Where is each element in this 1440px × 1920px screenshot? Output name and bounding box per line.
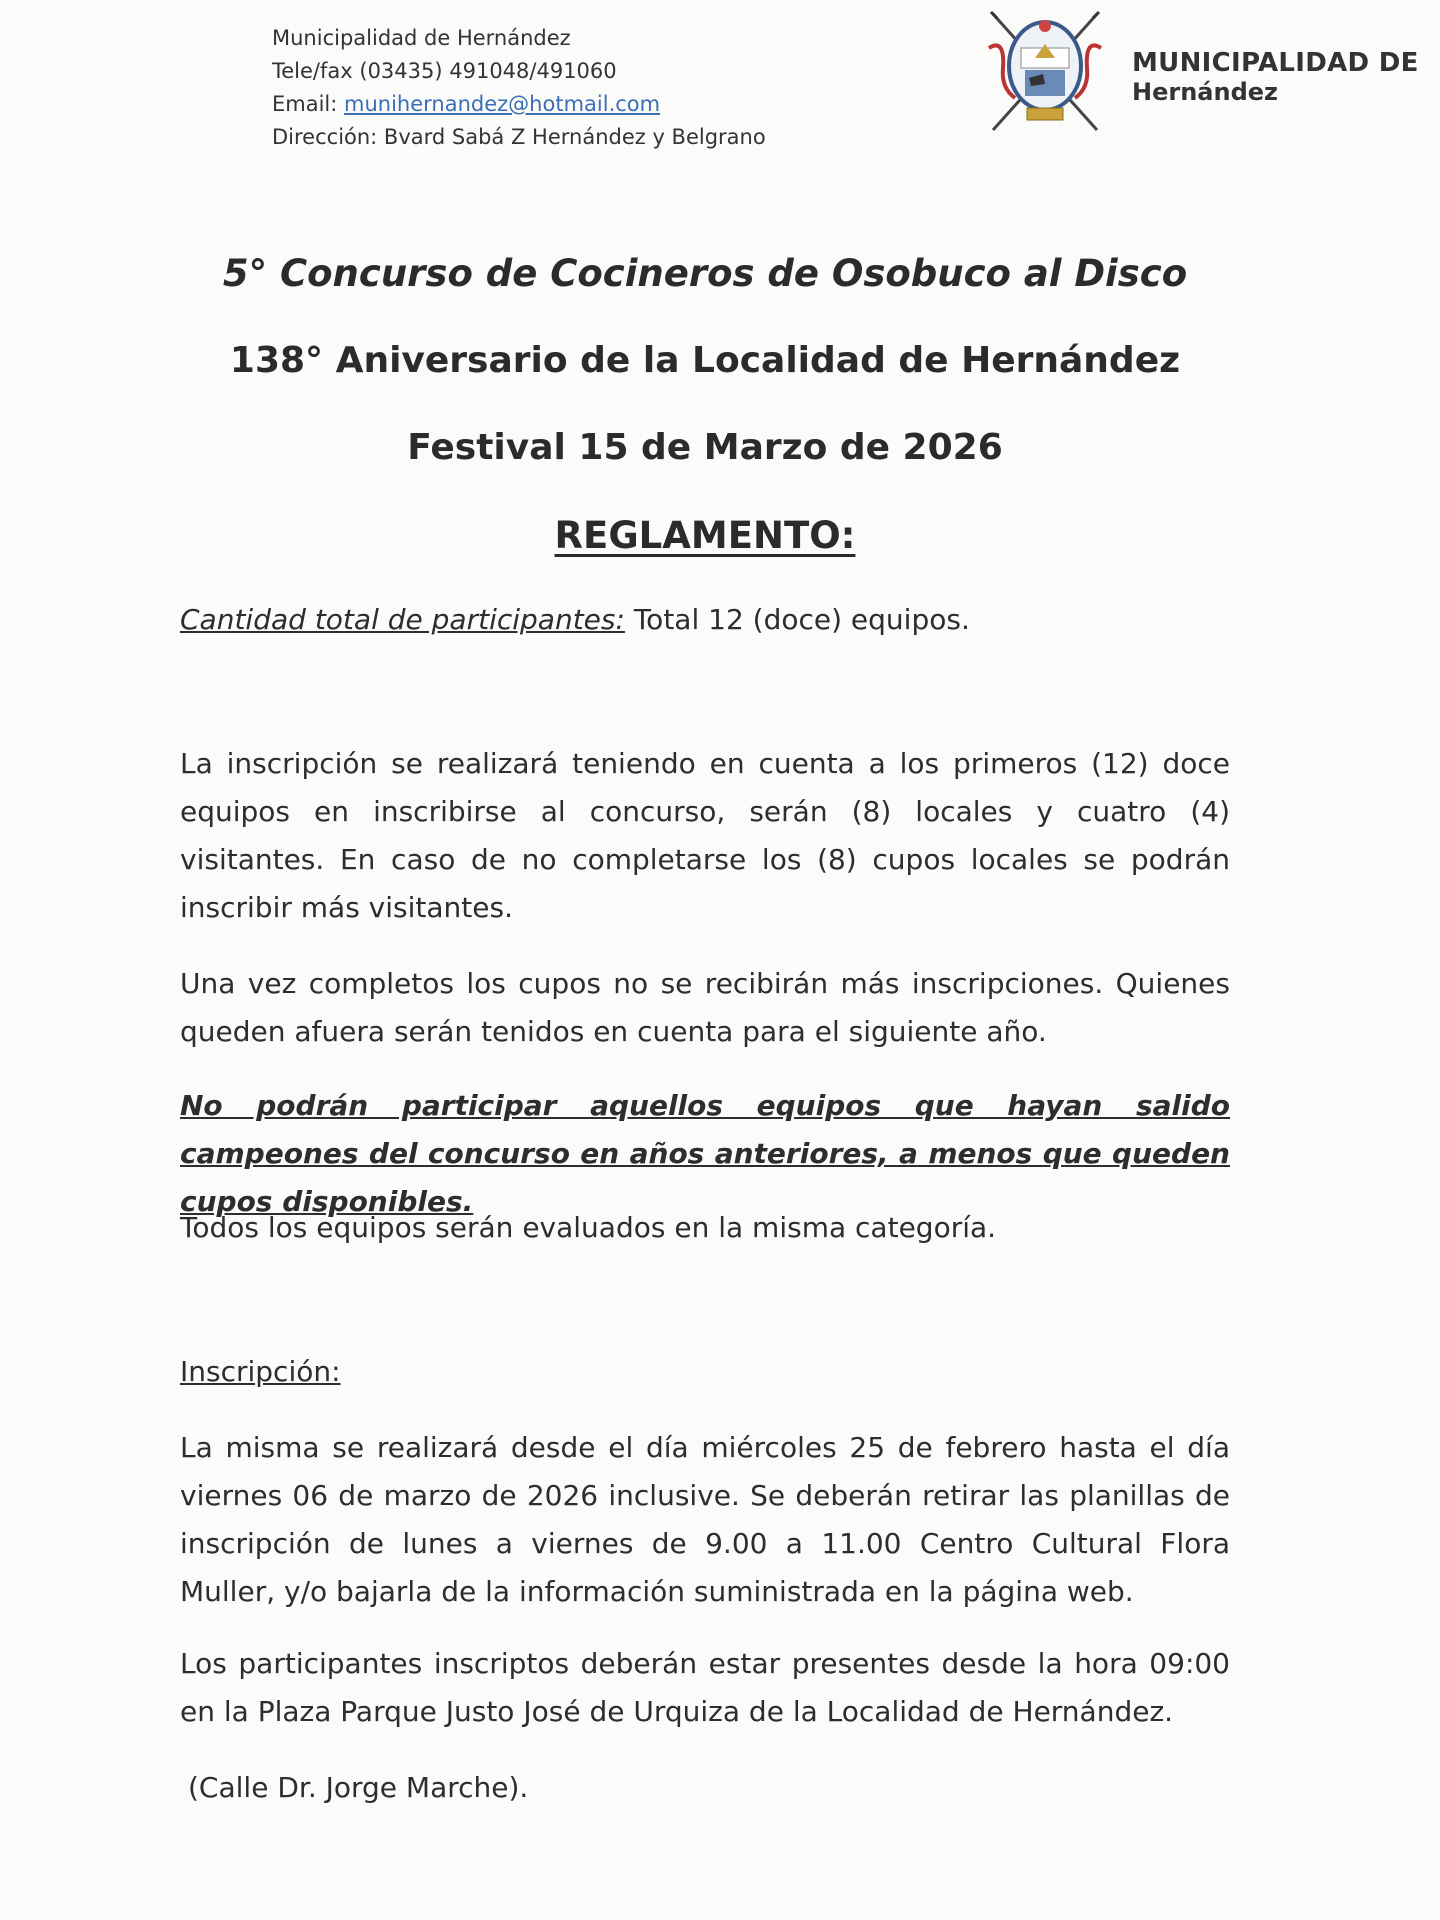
same-category-paragraph: Todos los equipos serán evaluados en la misma categoría. bbox=[180, 1211, 997, 1244]
municipality-name: Municipalidad de Hernández bbox=[272, 26, 571, 50]
champions-rule-text: No podrán participar aquellos equipos que hayan salido campeones del concurso en años anteriores, a menos que queden cupos disponibles. bbox=[180, 1089, 1230, 1218]
street-note: (Calle Dr. Jorge Marche). bbox=[188, 1771, 529, 1804]
participants-label: Cantidad total de participantes: bbox=[180, 603, 625, 636]
brand-block bbox=[1132, 48, 1419, 106]
inscription-heading bbox=[180, 1348, 1230, 1396]
anniversary-title: 138° Aniversario de la Localidad de Hernández bbox=[229, 340, 1181, 381]
address-line: Dirección: Bvard Sabá Z Hernández y Belgrano bbox=[272, 125, 766, 149]
participants-line bbox=[180, 596, 1230, 644]
contest-title: 5° Concurso de Cocineros de Osobuco al Disco bbox=[222, 252, 1188, 295]
phone-line: Tele/fax (03435) 491048/491060 bbox=[272, 59, 617, 83]
email-link[interactable]: munihernandez@hotmail.com bbox=[344, 92, 661, 116]
presence-paragraph: Los participantes inscriptos deberán estar presentes desde la hora 09:00 en la Plaza Parque Justo José de Urquiza de la Localidad de Hernández. bbox=[180, 1647, 1230, 1728]
festival-title: Festival 15 de Marzo de 2026 bbox=[407, 427, 1003, 468]
municipal-crest-icon bbox=[985, 8, 1105, 134]
inscription-heading-text: Inscripción: bbox=[180, 1355, 341, 1388]
full-quota-paragraph: Una vez completos los cupos no se recibirán más inscripciones. Quienes queden afuera serán tenidos en cuenta para el siguiente año. bbox=[180, 967, 1230, 1048]
participants-value: Total 12 (doce) equipos. bbox=[624, 603, 970, 636]
email-line bbox=[272, 88, 766, 121]
inscription-dates-paragraph: La misma se realizará desde el día miércoles 25 de febrero hasta el día viernes 06 de marzo de 2026 inclusive. Se deberán retirar las planillas de inscripción de lunes a viernes de 9.00 a 11.00 Centro Cultural Flora Muller, y/o bajarla de la información suministrada en la página web. bbox=[180, 1431, 1230, 1608]
brand-line-2: Hernández bbox=[1132, 78, 1278, 106]
brand-line-1: MUNICIPALIDAD DE bbox=[1132, 48, 1419, 78]
inscription-rule-paragraph: La inscripción se realizará teniendo en cuenta a los primeros (12) doce equipos en inscribirse al concurso, serán (8) locales y cuatro (4) visitantes. En caso de no completarse los (8) cupos locales se podrán inscribir más visitantes. bbox=[180, 747, 1230, 924]
contact-block bbox=[272, 22, 766, 154]
email-label: Email: bbox=[272, 92, 345, 116]
regulation-heading: REGLAMENTO: bbox=[554, 514, 856, 557]
